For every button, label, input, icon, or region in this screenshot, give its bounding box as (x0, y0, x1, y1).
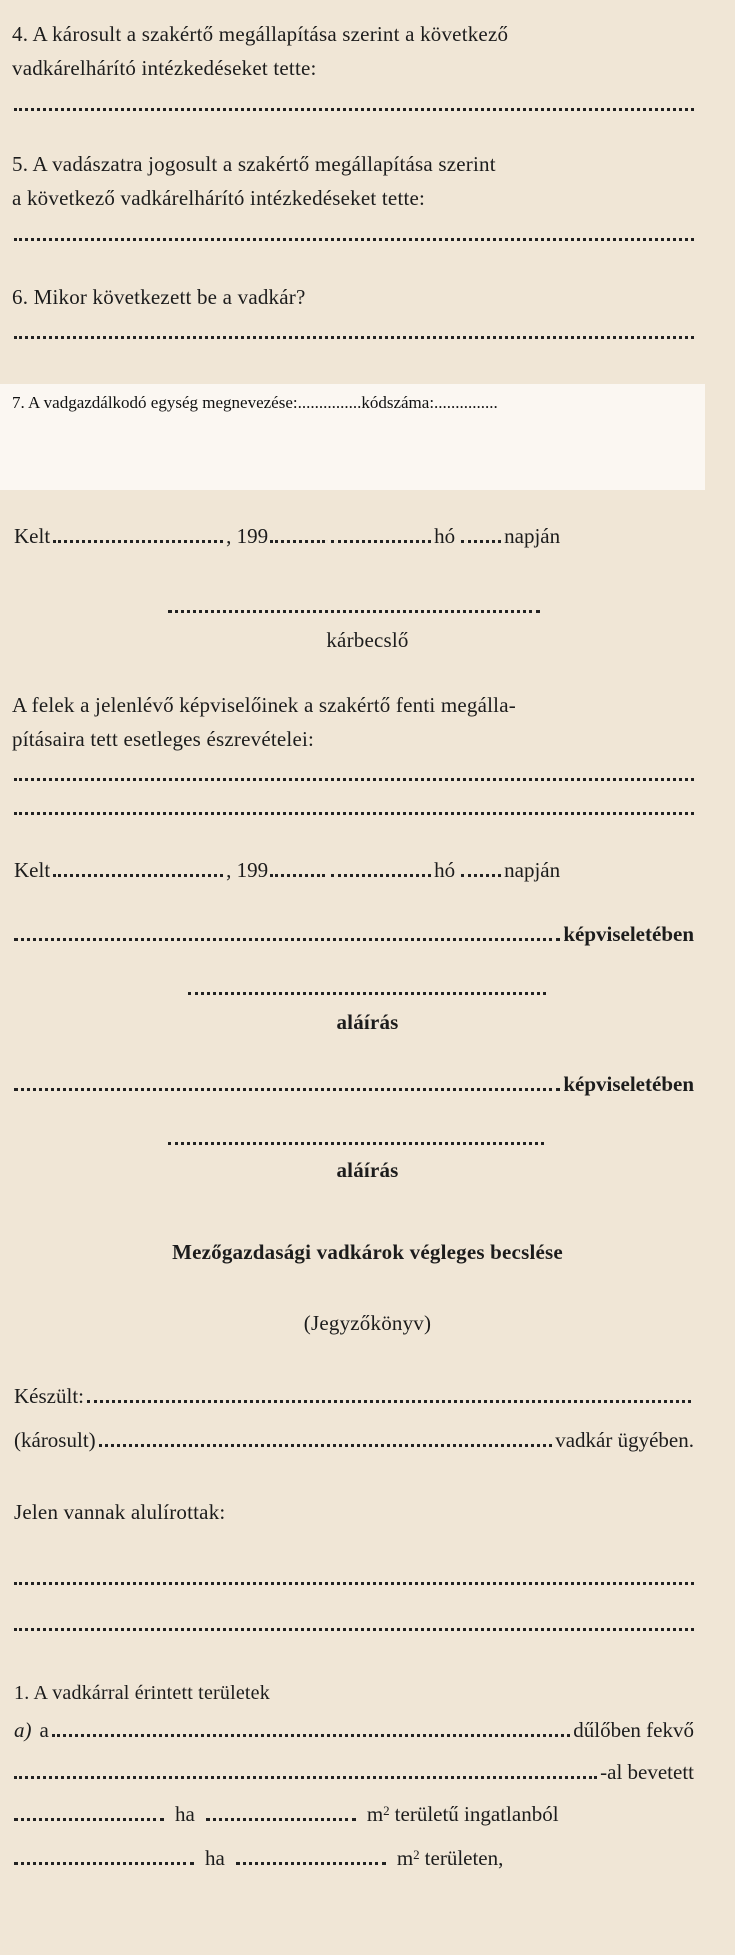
ha2-label: ha (205, 1846, 225, 1870)
jelen-line-1[interactable] (14, 1582, 694, 1585)
q5-line1: 5. A vadászatra jogosult a szakértő megállapítása szerint (12, 152, 496, 176)
kelt-row-1 (14, 524, 694, 549)
q4-answer-line[interactable] (14, 108, 694, 111)
dulo-label: dűlőben fekvő (573, 1718, 694, 1742)
rep2-signature-label: aláírás (336, 1158, 399, 1182)
karosult-label: (károsult) (14, 1428, 96, 1452)
q7-insert-box (0, 384, 705, 490)
jelen-label: Jelen vannak alulírottak: (14, 1500, 226, 1524)
terulet-a-word: a (39, 1718, 49, 1742)
teruleten-row (14, 1846, 694, 1871)
felek-answer-line-1[interactable] (14, 778, 694, 781)
kelt2-napjan-label: napján (504, 858, 561, 882)
jelen-line-2[interactable] (14, 1628, 694, 1631)
bevetett-row (14, 1760, 694, 1785)
kelt2-year-label: , 199 (226, 858, 269, 882)
m2-1-label: m (366, 1802, 384, 1826)
m2-1-field[interactable] (206, 1818, 356, 1821)
kelt-year-label: , 199 (226, 524, 269, 548)
kelt-place-field[interactable] (53, 540, 223, 543)
ha1-label: ha (175, 1802, 195, 1826)
terulet-a-label: a) (14, 1718, 32, 1742)
q5-line2: a következő vadkárelhárító intézkedéseket tette: (12, 186, 426, 210)
kelt-year-field[interactable] (270, 540, 325, 543)
felek-answer-line-2[interactable] (14, 812, 694, 815)
rep1-label: képviseletében (563, 922, 694, 946)
kelt2-ho-label: hó (434, 858, 456, 882)
rep2-signature-line[interactable] (168, 1142, 544, 1145)
ha2-field[interactable] (14, 1862, 194, 1865)
karosult-row (14, 1428, 694, 1453)
dulo-field[interactable] (52, 1734, 570, 1737)
section2-subtitle: (Jegyzőkönyv) (303, 1311, 432, 1335)
teruleten-label: területen, (424, 1846, 504, 1870)
kelt2-place-field[interactable] (53, 874, 223, 877)
bevetett-label: -al bevetett (600, 1760, 694, 1784)
m2-2-sup: 2 (413, 1847, 420, 1862)
keszult-label: Készült: (14, 1384, 84, 1408)
rep2-name-field[interactable] (14, 1088, 560, 1091)
kelt2-day-field[interactable] (461, 874, 501, 877)
kelt-row-2 (14, 858, 694, 883)
q4-line1: 4. A károsult a szakértő megállapítása szerint a következő (12, 22, 509, 46)
rep2-label: képviseletében (563, 1072, 694, 1096)
q5-answer-line[interactable] (14, 238, 694, 241)
kelt-ho-label: hó (434, 524, 456, 548)
m2-1-sup: 2 (383, 1803, 390, 1818)
kelt2-month-field[interactable] (331, 874, 431, 877)
kelt-day-field[interactable] (461, 540, 501, 543)
kelt-label: Kelt (14, 524, 51, 548)
q4-line2: vadkárelhárító intézkedéseket tette: (12, 56, 317, 80)
felek-line2: pításaira tett esetleges észrevételei: (12, 727, 315, 751)
terulet-a-row (14, 1718, 694, 1743)
karbecslo-label: kárbecslő (326, 628, 409, 652)
m2-2-label: m (396, 1846, 414, 1870)
q7-text: 7. A vadgazdálkodó egység megnevezése:...............kódszáma:............... (12, 393, 498, 412)
m2-2-field[interactable] (236, 1862, 386, 1865)
vadkar-ugyeben-label: vadkár ügyében. (555, 1428, 694, 1452)
rep1-row (14, 922, 694, 947)
ingatlan-label: területű ingatlanból (394, 1802, 559, 1826)
ingatlan-row (14, 1802, 694, 1827)
rep1-signature-line[interactable] (188, 992, 546, 995)
karosult-field[interactable] (99, 1444, 553, 1447)
rep1-name-field[interactable] (14, 938, 560, 941)
terulet-heading: 1. A vadkárral érintett területek (14, 1682, 270, 1704)
kelt-napjan-label: napján (504, 524, 561, 548)
section2-title: Mezőgazdasági vadkárok végleges becslése (172, 1240, 563, 1264)
keszult-field[interactable] (87, 1400, 691, 1403)
karbecslo-signature-line[interactable] (168, 610, 540, 613)
keszult-row (14, 1384, 694, 1409)
bevetett-field[interactable] (14, 1776, 597, 1779)
kelt-month-field[interactable] (331, 540, 431, 543)
felek-line1: A felek a jelenlévő képviselőinek a szakértő fenti megálla- (12, 693, 516, 717)
ha1-field[interactable] (14, 1818, 164, 1821)
q6-answer-line[interactable] (14, 336, 694, 339)
rep1-signature-label: aláírás (336, 1010, 399, 1034)
q6-line1: 6. Mikor következett be a vadkár? (12, 285, 306, 309)
rep2-row (14, 1072, 694, 1097)
kelt2-year-field[interactable] (270, 874, 325, 877)
kelt2-label: Kelt (14, 858, 51, 882)
